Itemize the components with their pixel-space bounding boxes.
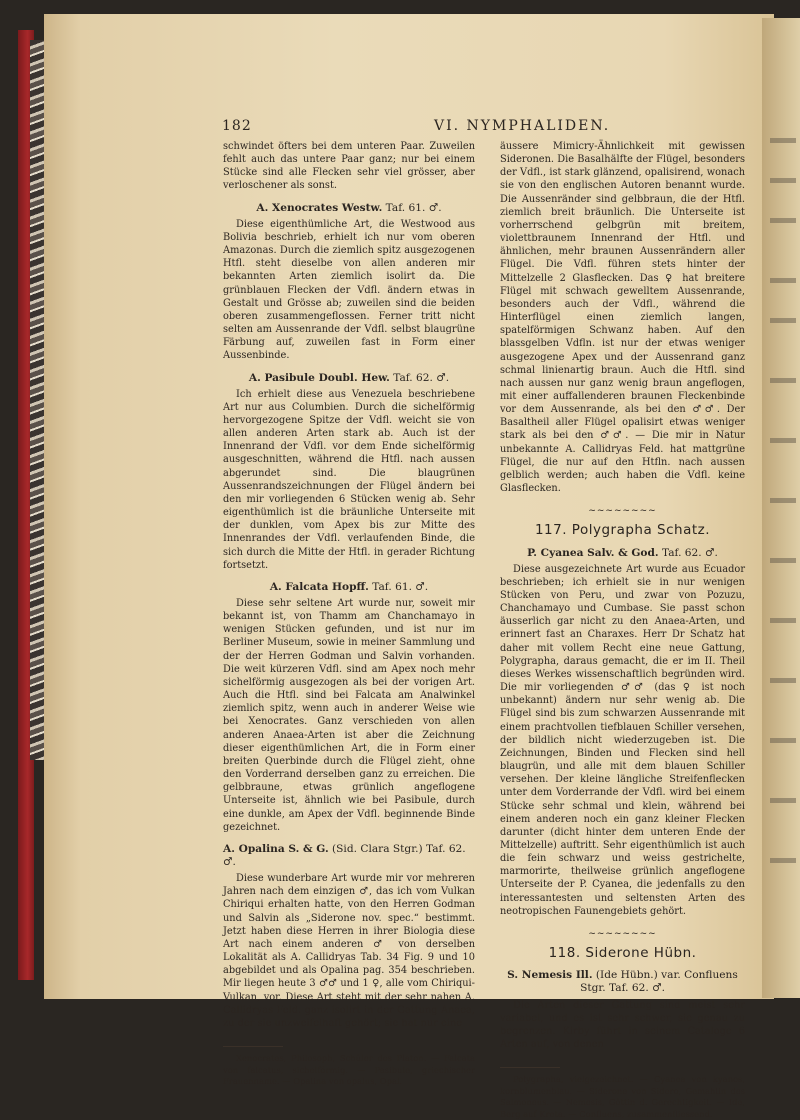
footnote: Polygrapha, vielgezeichnet. — Cyanea von kyanos, kornblumenblau. — Siderone von Sidero, Gemahlin des Salmoneus. — Nemesis, Göttin d. Gerechtigkeit. — Ide, Berg auf Kreta. — Confluens, zusammenfliessend. xyxy=(500,1074,745,1119)
species-heading-pasibule: A. Pasibule Doubl. Hew. Taf. 62. ♂. xyxy=(248,371,450,384)
page-number: 182 xyxy=(222,118,252,134)
species-heading-falcata: A. Falcata Hopff. Taf. 61. ♂. xyxy=(269,580,429,593)
running-title: VI. NYMPHALIDEN. xyxy=(434,118,611,134)
adjacent-page-edge xyxy=(762,18,800,998)
footnote-divider xyxy=(500,1067,560,1068)
page-header xyxy=(222,118,744,140)
paragraph: Diese sehr seltene Art wurde nur, soweit mir bekannt ist, von Thamm am Chanchamayo in wenigen Stücken gefunden, und ist nur im Berliner Museum, sowie in meiner Sammlung und der der Herren Godman und Salvin vorhanden. Die weit kürzeren Vdfl. sind am Apex noch mehr sichelförmig ausgezogen als bei der vorigen Art. Auch die Htfl. sind bei Falcata am Analwinkel ziemlich spitz, wenn auch in anderer Weise wie bei Xenocrates. Ganz verschieden von allen anderen Anaea-Arten ist aber die Zeichnung dieser eigenthümlichen Art, die in Form einer breiten Querbinde durch die Flügel zieht, ohne den Vorderrand derselben ganz zu erreichen. Die gelbbraune, etwas grünlich angeflogene Unterseite ist, ähnlich wie bei Pasibule, durch eine dunkle, am Apex der Vdfl. beginnende Binde gezeichnet. xyxy=(223,598,475,833)
species-heading-opalina: A. Opalina S. & G. (Sid. Clara Stgr.) Taf. 62. ♂. xyxy=(223,842,466,868)
genus-heading-117: 117. Polygrapha Schatz. xyxy=(534,522,711,539)
paragraph: Ich erhielt diese aus Venezuela beschriebene Art nur aus Columbien. Durch die sichelförmig hervorgezogene Spitze der Vdfl. weicht sie von allen anderen Arten stark ab. Auch ist der Innenrand der Vdfl. vor dem Ende sichelförmig ausgeschnitten, während die Htfl. nach aussen abgerundet sind. Die blaugrünen Aussenrandszeichnungen der Flügel ändern bei den mir vorliegenden 6 Stücken wenig ab. Sehr eigenthümlich ist die bräunliche Unterseite mit der dunklen, vom Apex bis zur Mitte des Innenrandes der Vdfl. verlaufenden Binde, die sich durch die Mitte der Htfl. in gerader Richtung fortsetzt. xyxy=(223,388,475,571)
species-heading-cyanea: P. Cyanea Salv. & God. Taf. 62. ♂. xyxy=(527,546,718,559)
species-heading-xenocrates: A. Xenocrates Westw. Taf. 61. ♂. xyxy=(256,201,442,214)
section-ornament: ~~~~~~~~ xyxy=(588,928,657,939)
paragraph: Diese wunderbare Art wurde mir vor mehreren Jahren nach dem einzigen ♂, das ich vom Vulkan Chiriqui erhalten hatte, von den Herren Godman und Salvin als „Siderone nov. spec.“ bestimmt. Jetzt haben diese Herren in ihrer Biologia diese Art nach einem anderen ♂ von derselben Lokalität als A. Callidryas Tab. 34 Fig. 9 und 10 abgebildet und als Opalina pag. 354 beschrieben. Mir liegen heute 3 ♂♂ und 1 ♀, alle vom Chiriqui-Vulkan, vor. Diese Art steht mit der sehr nahen A. Callidryas Feld. ganz isolirt in der Gattung Anaea, zu der sie unzweifelhaft gehört; sie hat nur eine xyxy=(223,873,475,1029)
paragraph: Diese ausgezeichnete Art wurde aus Ecuador beschrieben; ich erhielt sie in nur wenigen Stücken von Peru, und zwar von Pozuzu, Chanchamayo und Cumbase. Sie passt schon äusserlich gar nicht zu den Anaea-Arten, und erinnert fast an Charaxes. Herr Dr Schatz hat daher mit vollem Recht eine neue Gattung, Polygrapha, daraus gemacht, die er im II. Theil dieses Werkes wissenschaftlich begründen wird. Die mir vorliegenden ♂♂ (das ♀ ist noch unbekannt) ändern nur sehr wenig ab. Die Flügel sind bis zum schwarzen Aussenrande mit einem prachtvollen tiefblauen Schiller versehen, der bildlich nicht wiederzugeben ist. Die Zeichnungen, Binden und Flecken sind hell blaugrün, und alle mit dem blauen Schiller versehen. Der kleine längliche Streifenflecken unter dem Vorderrande der Vdfl. wird bei einem Stücke sehr schmal und klein, während bei einem anderen noch ein ganz kleiner Flecken darunter (dicht hinter dem unteren Ende der Mittelzelle) auftritt. Sehr eigenthümlich ist auch die fein schwarz und weiss gestrichelte, marmorirte, theilweise grünlich angeflogene Unterseite der P. Cyanea, die jedenfalls zu den interessantesten und seltensten Arten des neotropischen Faunengebiets gehört. xyxy=(500,563,745,917)
footnote: Xenocrates, Philosoph, Schüler des Platon. — Falcata von falcatus, sichelförmig. — Pasibule, griechischer Frauenname. — Opalina von opalus, Opal. xyxy=(223,1053,475,1086)
genus-heading-118: 118. Siderone Hübn. xyxy=(548,945,697,962)
paragraph: äussere Mimicry-Ähnlichkeit mit gewissen Sideronen. Die Basalhälfte der Flügel, besonders der Vdfl., ist stark glänzend, opalisirend, wonach sie von den englischen Autoren benannt wurde. Die Aussenränder sind gelbbraun, die der Htfl. ziemlich breit bräunlich. Die Unterseite ist vorherrschend gelbgrün mit breitem, violettbraunem Innenrand der Htfl. und ähnlichen, mehr braunen Aussenrändern aller Flügel. Die Vdfl. führen stets hinter der Mittelzelle 2 Glasflecken. Das ♀ hat breitere Flügel mit schwach gewelltem Aussenrande, besonders auch der Vdfl., während die Hinterflügel einen ziemlich langen, spatelförmigen Schwanz haben. Auf den blassgelben Vdfln. ist nur der etwas weniger ausgezogene Apex und der Aussenrand ganz schmal linienartig braun. Auch die Htfl. sind nach aussen nur ganz wenig braun angeflogen, mit einer auffallenderen braunen Fleckenbinde vor dem Aussenrande, als bei den ♂♂. Der Basaltheil aller Flügel opalisirt etwas weniger stark als bei den ♂♂. — Die mir in Natur unbekannte A. Callidryas Feld. hat mattgrüne Flügel, die nur auf den Htfln. nach aussen gelblich werden; auch haben die Vdfl. keine Glasflecken. xyxy=(500,141,745,495)
paragraph: Diese eigenthümliche Art, die Westwood aus Bolivia beschrieb, erhielt ich nur vom oberen Amazonas. Durch die ziemlich spitz ausgezogenen Htfl. steht dieselbe von allen anderen mir bekannten Arten ziemlich isolirt da. Die grünblauen Flecken der Vdfl. ändern etwas in Gestalt und Grösse ab; zuweilen sind die beiden oberen zusammengeflossen. Ferner tritt nicht selten am Aussenrande der Vdfl. selbst blaugrüne Färbung auf, zuweilen fast in Form einer Aussenbinde. xyxy=(223,218,475,362)
footnote-divider xyxy=(223,1046,283,1047)
paragraph: schwindet öfters bei dem unteren Paar. Zuweilen fehlt auch das untere Paar ganz; nur bei einem Stücke sind alle Flecken sehr viel grösser, aber verloschener als sonst. xyxy=(223,141,475,192)
species-heading-nemesis: S. Nemesis Ill. (Ide Hübn.) var. Confluens Stgr. Taf. 62. ♂. xyxy=(507,969,738,995)
left-column xyxy=(223,140,475,1088)
right-column xyxy=(500,140,745,1120)
section-ornament: ~~~~~~~~ xyxy=(588,506,657,517)
paragraph: Die Arten dieser Gattung sind meist sehr variabel, und es ist sehr schwer, sie genau zu begrenzen. Kirby führt in seinem Cataloge 6 Arten auf, von denen xyxy=(500,999,745,1050)
